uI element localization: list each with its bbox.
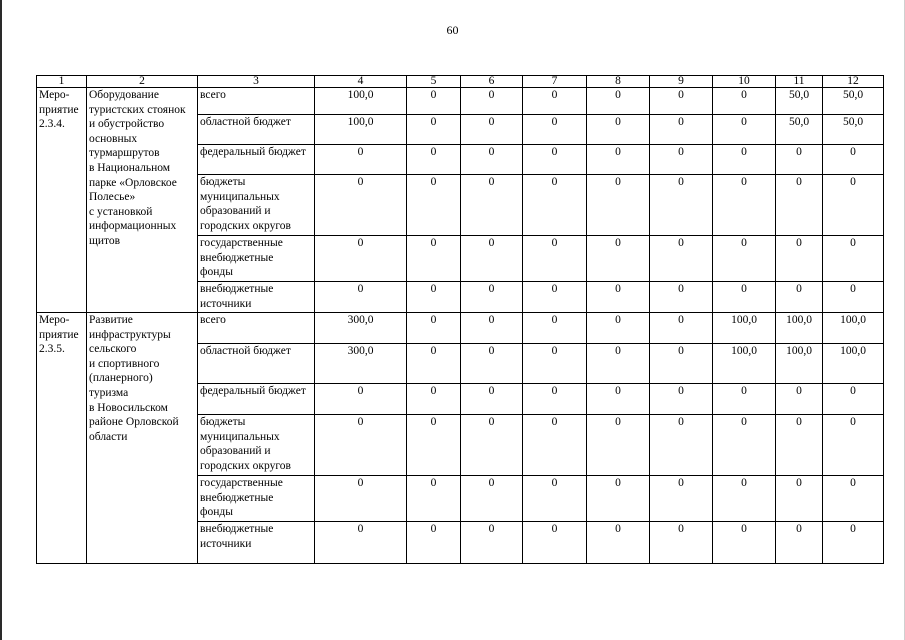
amount-cell: 0 [315, 236, 407, 282]
amount-cell: 0 [587, 115, 650, 145]
amount-cell: 0 [523, 282, 587, 313]
amount-cell: 0 [523, 522, 587, 564]
amount-cell: 100,0 [776, 313, 823, 344]
amount-cell: 0 [315, 476, 407, 522]
amount-cell: 0 [650, 476, 713, 522]
amount-cell: 0 [776, 145, 823, 175]
column-number-cell: 7 [523, 76, 587, 88]
funding-source: федеральный бюджет [198, 384, 315, 415]
amount-cell: 0 [461, 415, 523, 476]
amount-cell: 50,0 [823, 88, 884, 115]
amount-cell: 0 [461, 313, 523, 344]
amount-cell: 0 [587, 313, 650, 344]
amount-cell: 0 [823, 282, 884, 313]
column-number-cell: 4 [315, 76, 407, 88]
amount-cell: 0 [461, 344, 523, 384]
column-number-cell: 1 [37, 76, 87, 88]
column-number-cell: 10 [713, 76, 776, 88]
column-number-cell: 3 [198, 76, 315, 88]
column-number-cell: 8 [587, 76, 650, 88]
amount-cell: 100,0 [823, 344, 884, 384]
amount-cell: 0 [776, 476, 823, 522]
amount-cell: 0 [407, 236, 461, 282]
funding-source: внебюджетные источники [198, 522, 315, 564]
amount-cell: 0 [713, 175, 776, 236]
amount-cell: 0 [713, 415, 776, 476]
amount-cell: 0 [776, 415, 823, 476]
amount-cell: 0 [461, 476, 523, 522]
amount-cell: 0 [650, 384, 713, 415]
amount-cell: 0 [650, 236, 713, 282]
amount-cell: 50,0 [776, 115, 823, 145]
amount-cell: 0 [407, 175, 461, 236]
amount-cell: 0 [407, 88, 461, 115]
amount-cell: 100,0 [315, 88, 407, 115]
funding-source: всего [198, 88, 315, 115]
amount-cell: 0 [407, 344, 461, 384]
table-row [37, 313, 884, 344]
amount-cell: 0 [523, 88, 587, 115]
amount-cell: 0 [523, 313, 587, 344]
amount-cell: 0 [650, 344, 713, 384]
amount-cell: 0 [587, 88, 650, 115]
funding-source: бюджеты муниципальных образований и городских округов [198, 175, 315, 236]
column-number-cell: 12 [823, 76, 884, 88]
amount-cell: 0 [650, 88, 713, 115]
funding-source: всего [198, 313, 315, 344]
amount-cell: 0 [713, 88, 776, 115]
amount-cell: 0 [776, 522, 823, 564]
amount-cell: 0 [823, 175, 884, 236]
amount-cell: 0 [407, 282, 461, 313]
amount-cell: 0 [650, 175, 713, 236]
amount-cell: 0 [407, 415, 461, 476]
amount-cell: 0 [587, 522, 650, 564]
funding-source: внебюджетные источники [198, 282, 315, 313]
amount-cell: 0 [461, 145, 523, 175]
amount-cell: 0 [587, 415, 650, 476]
amount-cell: 0 [713, 522, 776, 564]
amount-cell: 0 [776, 384, 823, 415]
amount-cell: 0 [315, 384, 407, 415]
amount-cell: 0 [315, 522, 407, 564]
amount-cell: 0 [823, 415, 884, 476]
amount-cell: 50,0 [823, 115, 884, 145]
amount-cell: 0 [315, 415, 407, 476]
funding-source: областной бюджет [198, 344, 315, 384]
column-number-cell: 2 [87, 76, 198, 88]
amount-cell: 0 [407, 476, 461, 522]
amount-cell: 0 [587, 282, 650, 313]
amount-cell: 0 [523, 415, 587, 476]
amount-cell: 0 [587, 175, 650, 236]
column-number-cell: 11 [776, 76, 823, 88]
amount-cell: 100,0 [776, 344, 823, 384]
amount-cell: 0 [650, 115, 713, 145]
amount-cell: 100,0 [315, 115, 407, 145]
table-row [37, 88, 884, 115]
amount-cell: 0 [461, 236, 523, 282]
amount-cell: 0 [523, 476, 587, 522]
column-number-cell: 5 [407, 76, 461, 88]
amount-cell: 0 [461, 88, 523, 115]
amount-cell: 0 [713, 236, 776, 282]
funding-source: бюджеты муниципальных образований и городских округов [198, 415, 315, 476]
measure-title: Оборудование туристских стоянок и обустройство основных турмаршрутов в Национальном парке «Орловское Полесье» с установкой информационных щитов [87, 88, 198, 313]
amount-cell: 0 [776, 175, 823, 236]
amount-cell: 100,0 [713, 313, 776, 344]
amount-cell: 0 [713, 384, 776, 415]
amount-cell: 0 [523, 175, 587, 236]
amount-cell: 0 [461, 384, 523, 415]
amount-cell: 0 [461, 282, 523, 313]
amount-cell: 0 [713, 282, 776, 313]
amount-cell: 0 [523, 145, 587, 175]
amount-cell: 0 [587, 344, 650, 384]
page-left-edge [0, 0, 2, 640]
amount-cell: 0 [823, 522, 884, 564]
amount-cell: 0 [587, 236, 650, 282]
amount-cell: 0 [523, 344, 587, 384]
amount-cell: 0 [523, 236, 587, 282]
amount-cell: 0 [823, 384, 884, 415]
amount-cell: 0 [823, 476, 884, 522]
amount-cell: 0 [407, 522, 461, 564]
budget-table [36, 75, 884, 564]
funding-source: государственные внебюджетные фонды [198, 236, 315, 282]
amount-cell: 0 [650, 145, 713, 175]
page-number: 60 [446, 23, 459, 37]
amount-cell: 0 [650, 282, 713, 313]
amount-cell: 0 [650, 522, 713, 564]
amount-cell: 50,0 [776, 88, 823, 115]
amount-cell: 0 [713, 145, 776, 175]
funding-source: государственные внебюджетные фонды [198, 476, 315, 522]
amount-cell: 0 [713, 476, 776, 522]
amount-cell: 0 [315, 175, 407, 236]
amount-cell: 0 [407, 145, 461, 175]
amount-cell: 0 [823, 236, 884, 282]
amount-cell: 0 [407, 384, 461, 415]
amount-cell: 0 [650, 313, 713, 344]
amount-cell: 0 [523, 115, 587, 145]
amount-cell: 300,0 [315, 313, 407, 344]
amount-cell: 0 [587, 384, 650, 415]
amount-cell: 0 [407, 313, 461, 344]
amount-cell: 0 [776, 236, 823, 282]
amount-cell: 100,0 [713, 344, 776, 384]
amount-cell: 0 [461, 522, 523, 564]
amount-cell: 0 [776, 282, 823, 313]
column-number-cell: 9 [650, 76, 713, 88]
amount-cell: 0 [650, 415, 713, 476]
amount-cell: 0 [587, 476, 650, 522]
measure-title: Развитие инфраструктуры сельского и спортивного (планерного) туризма в Новосильском районе Орловской области [87, 313, 198, 564]
measure-code: Меро- приятие 2.3.5. [37, 313, 87, 564]
amount-cell: 0 [461, 115, 523, 145]
amount-cell: 0 [315, 282, 407, 313]
amount-cell: 0 [523, 384, 587, 415]
column-number-cell: 6 [461, 76, 523, 88]
amount-cell: 0 [315, 145, 407, 175]
measure-code: Меро- приятие 2.3.4. [37, 88, 87, 313]
column-number-row [37, 76, 884, 88]
amount-cell: 0 [461, 175, 523, 236]
amount-cell: 0 [823, 145, 884, 175]
funding-source: федеральный бюджет [198, 145, 315, 175]
amount-cell: 300,0 [315, 344, 407, 384]
amount-cell: 0 [587, 145, 650, 175]
amount-cell: 0 [407, 115, 461, 145]
funding-source: областной бюджет [198, 115, 315, 145]
amount-cell: 100,0 [823, 313, 884, 344]
amount-cell: 0 [713, 115, 776, 145]
